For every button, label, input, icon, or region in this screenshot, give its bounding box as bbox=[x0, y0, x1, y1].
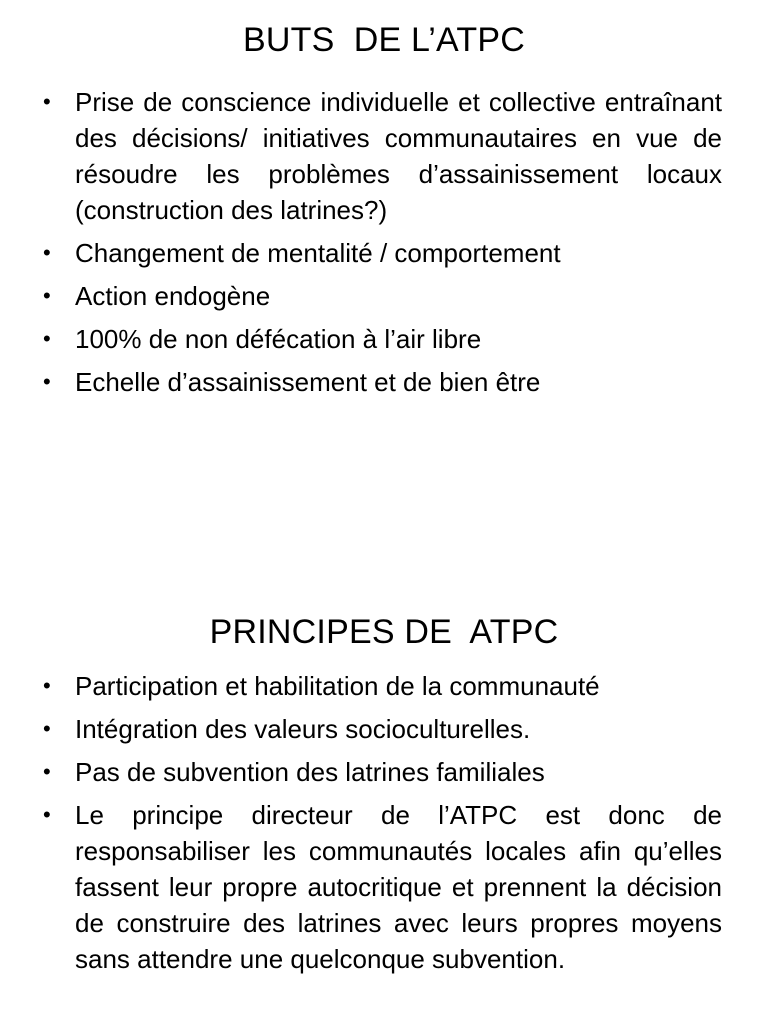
bullet-text: Pas de subvention des latrines familiales bbox=[75, 757, 545, 787]
slide-principes-atpc bbox=[0, 600, 768, 1024]
bullet-icon: • bbox=[43, 673, 51, 698]
bullet-icon: • bbox=[43, 89, 51, 114]
bullet-icon: • bbox=[43, 369, 51, 394]
bullet-text: Participation et habilitation de la communauté bbox=[75, 671, 600, 701]
bullet-item bbox=[0, 711, 722, 747]
bullet-item bbox=[0, 84, 722, 228]
bullet-item bbox=[0, 364, 722, 400]
bullet-icon: • bbox=[43, 802, 51, 827]
bullet-icon: • bbox=[43, 283, 51, 308]
bullet-icon: • bbox=[43, 326, 51, 351]
slide-title: PRINCIPES DE ATPC bbox=[209, 613, 559, 651]
bullet-item bbox=[0, 321, 722, 357]
bullet-text: Intégration des valeurs socioculturelles. bbox=[75, 714, 531, 744]
bullet-item bbox=[0, 235, 722, 271]
bullet-text: Le principe directeur de l’ATPC est donc de responsabiliser les communautés locales afin qu’elles fassent leur propre autocritique et prennent la décision de construire des latrines avec leurs propres moyens sans attendre une quelconque subvention. bbox=[75, 800, 722, 974]
slide-title: BUTS DE L’ATPC bbox=[243, 21, 525, 59]
slide-buts-atpc bbox=[0, 0, 768, 500]
bullet-item bbox=[0, 797, 722, 977]
bullet-text: Action endogène bbox=[75, 281, 271, 311]
bullet-icon: • bbox=[43, 240, 51, 265]
bullet-text: Echelle d’assainissement et de bien être bbox=[75, 367, 541, 397]
bullet-text: 100% de non défécation à l’air libre bbox=[75, 324, 482, 354]
bullet-item bbox=[0, 668, 722, 704]
bullet-item bbox=[0, 754, 722, 790]
bullet-item bbox=[0, 278, 722, 314]
bullet-text: Prise de conscience individuelle et collective entraînant des décisions/ initiatives communautaires en vue de résoudre les problèmes d’assainissement locaux (construction des latrines?) bbox=[75, 87, 722, 225]
bullet-icon: • bbox=[43, 759, 51, 784]
bullet-list bbox=[0, 84, 768, 400]
bullet-list bbox=[0, 668, 768, 977]
bullet-icon: • bbox=[43, 716, 51, 741]
bullet-text: Changement de mentalité / comportement bbox=[75, 238, 561, 268]
